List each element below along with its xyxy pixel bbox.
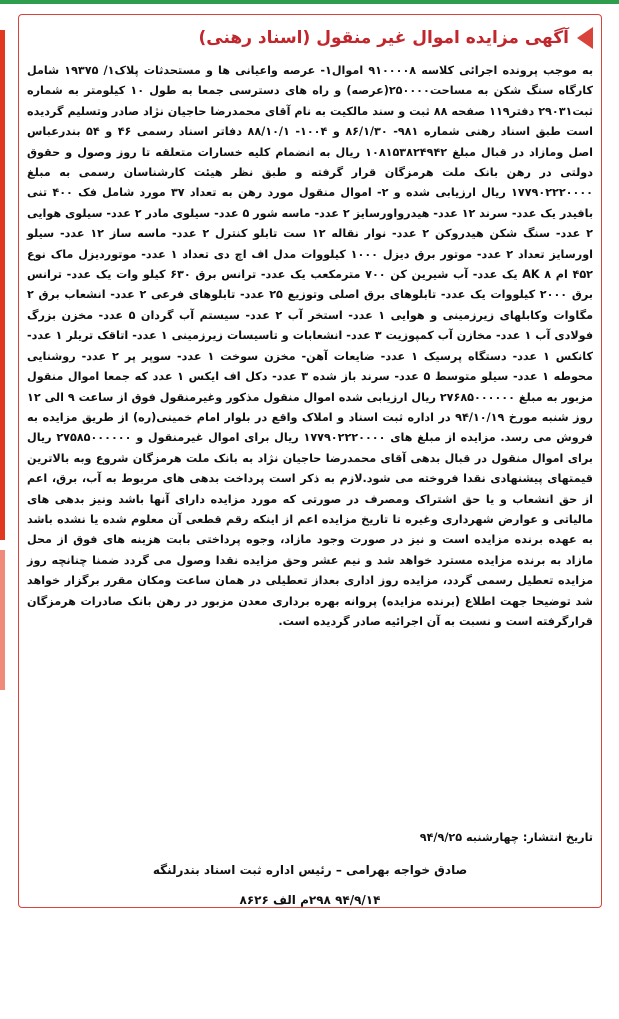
signature-line: صادق خواجه بهرامی – رئیس اداره ثبت اسناد بندرلنگه: [152, 863, 468, 877]
notice-title: آگهی مزایده اموال غیر منقول (اسناد رهنی): [198, 28, 569, 48]
publication-date: تاریخ انتشار: چهارشنبه ۹۴/۹/۲۵: [419, 831, 593, 844]
reference-code: ۹۴/۹/۱۴ ۲۹۸م الف ۸۶۲۶: [239, 893, 381, 907]
title-arrow-icon: [577, 27, 593, 49]
left-accent-bar: [0, 30, 5, 540]
auction-notice-box: [18, 14, 602, 908]
notice-header: [199, 20, 593, 56]
top-color-strip: [0, 0, 619, 4]
left-accent-bar-secondary: [0, 550, 5, 690]
notice-body: به موجب پرونده اجرائی کلاسه ۹۱۰۰۰۰۸ اموال۱- عرصه واعیانی ها و مستحدثات پلاک۱/ ۱۹۳۷۵ شامل کارگاه سنگ شکن به مساحت۲۵۰۰۰۰(عرصه) و راه های دسترسی جمعا به طول ۱۰ کیلومتر به شماره ثبت۲۹۰۳۱ دفتر۱۱۹ صفحه ۸۸ ثبت و سند مالکیت به نام آقای محمدرضا حاجیان نژاد صادر وتسلیم گردیده است طبق اسناد رهنی شماره ۹۸۱- ۸۶/۱/۳۰ و ۱۰۰۴- ۸۸/۱۰/۱ دفاتر اسناد رسمی ۴۶ و ۵۴ بندرعباس اصل ومازاد در قبال مبلغ ۱۰۸۱۵۳۸۲۴۹۴۲ ریال به انضمام کلیه خسارات متعلقه تا روز وصول و حقوق دولتی در رهن بانک ملت هرمزگان قرار گرفته و طبق نظر هیئت کارشناسان رسمی به مبلغ ۱۷۷۹۰۲۲۲۰۰۰۰ ریال ارزیابی شده و ۲- اموال منقول مورد رهن به تعداد ۳۷ مورد شامل فک ۴۰۰ تنی بافیدر یک عدد- سرند ۱۲ عدد- هیدرواورسایز ۲ عدد- ماسه شور ۵ عدد- سیلوی مادر ۲ عدد- سیلوی هوایی ۲ عدد- سنگ شکن هیدروکن ۲ عدد- نوار نقاله ۱۲ ست تابلو کنترل ۲ عدد- ماسه ساز ۱۲ عدد- سیلو اورسایز تعداد ۲ عدد- موتور برق دیزل ۱۰۰۰ کیلووات مدل اف اچ دی تعداد ۱ عدد- موتوردیزل ماک نوع ۴۵۲ ام AK ۸ یک عدد- آب شیرین کن ۷۰۰ مترمکعب یک عدد- ترانس برق ۶۳۰ کیلو وات یک عدد- ترانس برق ۲۰۰۰ کیلووات یک عدد- تابلوهای برق اصلی وتوزیع ۲۵ عدد- تابلوهای فرعی ۲ عدد- انشعاب برق ۲ مگاوات وکابلهای زیرزمینی و هوایی ۱ عدد- استخر آب ۲ عدد- سیستم آب گردان ۵ عدد- مخزن بزرگ فولادی آب ۱ عدد- مخازن آب کمپوزیت ۳ عدد- انشعابات و تاسیسات زیرزمینی ۱ عدد- اتاقک تریلر ۱ عدد- کانکس ۱ عدد- دستگاه پرسیک ۱ عدد- ضایعات آهن- مخزن سوخت ۱ عدد- سوپر پر ۲ عدد- روشنایی محوطه ۱ عدد- سیلو متوسط ۵ عدد- سرند باز شده ۳ عدد- دکل اف ایکس ۱ عدد که جمعا اموال منقول مزبور به مبلغ ۲۷۶۸۵۰۰۰۰۰۰ ریال ارزیابی شده اموال منقول مذکور وغیرمنقول فوق از ساعت ۹ الی ۱۲ روز شنبه مورخ ۹۴/۱۰/۱۹ در اداره ثبت اسناد و املاک واقع در بلوار امام خمینی(ره) از طریق مزایده به فروش می رسد. مزایده از مبلغ های ۱۷۷۹۰۲۲۲۰۰۰۰ ریال برای اموال غیرمنقول و ۲۷۵۸۵۰۰۰۰۰۰ ریال برای اموال منقول در قبال بدهی آقای محمدرضا حاجیان نژاد به بانک ملت هرمزگان شروع وبه بالاترین قیمتهای پیشنهادی نقدا فروخته می شود.لازم به ذکر است پرداخت بدهی های مربوط به آب، برق، اعم از حق انشعاب و یا حق اشتراک ومصرف در صورتی که مورد مزایده دارای آنها باشد ونیز بدهی های مالیاتی و عوارض شهرداری وغیره تا تاریخ مزایده اعم از اینکه رقم قطعی آن معلوم شده یا نشده باشد به عهده برنده مزایده است و نیز در صورت وجود مازاد، وجوه پرداختی بابت هزینه های فوق از محل مازاد به برنده مزایده مسترد خواهد شد و نیم عشر وحق مزایده نقدا وصول می گردد ضمنا چنانچه روز مزایده تعطیل رسمی گردد، مزایده روز اداری بعداز تعطیلی در همان ساعت ومکان مقرر برگزار خواهد شد توضیحا جهت اطلاع (برنده مزایده) پروانه بهره برداری معدن مزبور در رهن بانک صادرات هرمزگان قرارگرفته است و نسبت به آن اجرائیه صادر گردیده است.: [27, 64, 594, 628]
